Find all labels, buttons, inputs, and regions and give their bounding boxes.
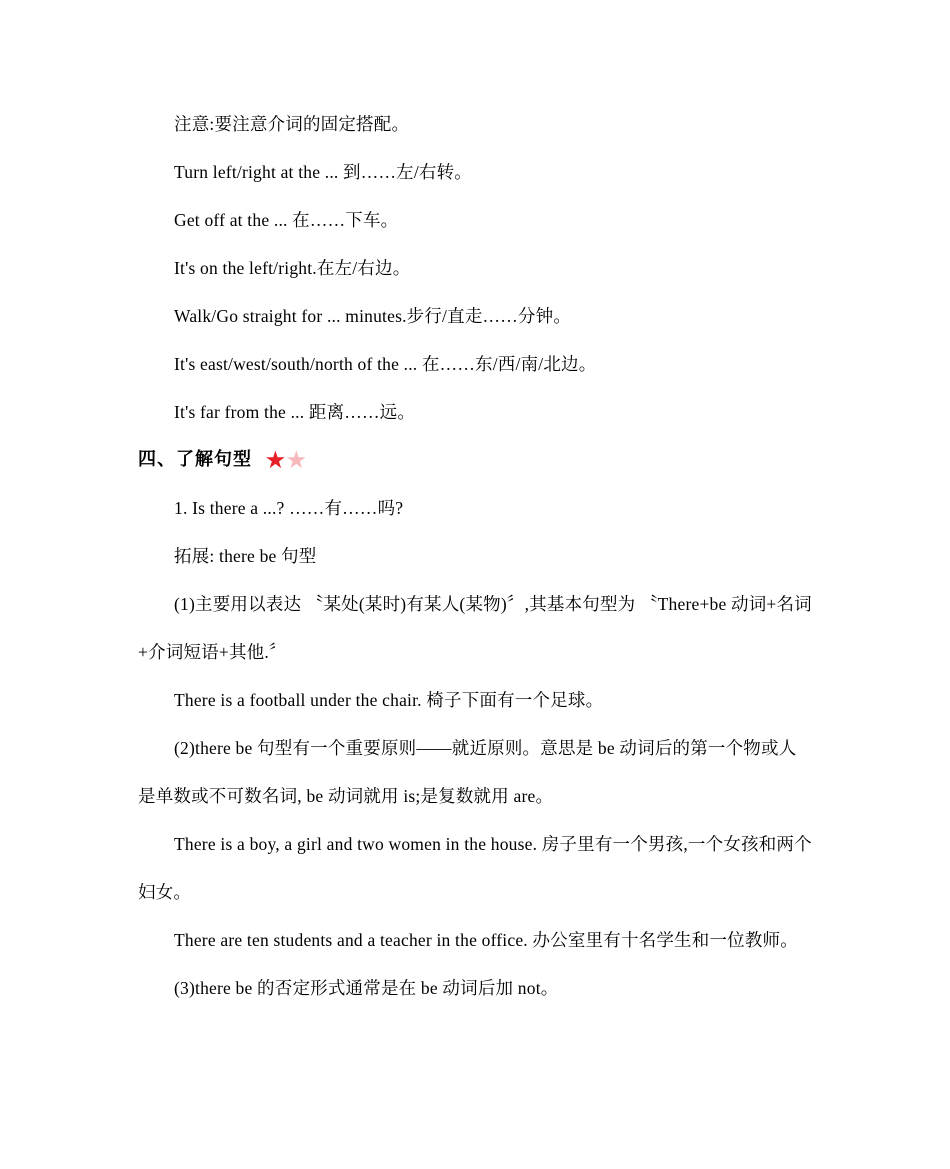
phrase-line-far: It's far from the ... 距离……远。 <box>174 402 416 422</box>
explanation-1: (1)主要用以表达 〝某处(某时)有某人(某物)〞,其基本句型为 〝There+be 动词+名词+介词短语+其他.〞 <box>138 594 812 662</box>
phrase-line-direction: It's east/west/south/north of the ... 在……东/西/南/北边。 <box>174 354 597 374</box>
example-3: There are ten students and a teacher in the office. 办公室里有十名学生和一位教师。 <box>174 930 798 950</box>
phrase-line-getoff: Get off at the ... 在……下车。 <box>174 210 399 230</box>
section-heading-text: 四、了解句型 <box>138 449 252 470</box>
sentence-pattern-1: 1. Is there a ...? ……有……吗? <box>174 498 404 518</box>
difficulty-stars <box>266 450 306 471</box>
star-filled-icon: ★ <box>266 448 285 472</box>
top-margin <box>0 0 950 100</box>
phrase-line-turn: Turn left/right at the ... 到……左/右转。 <box>174 162 473 182</box>
extension-label: 拓展: there be 句型 <box>174 546 317 566</box>
example-2: There is a boy, a girl and two women in the house. 房子里有一个男孩,一个女孩和两个妇女。 <box>138 834 812 902</box>
section-heading <box>0 436 950 484</box>
explanation-3: (3)there be 的否定形式通常是在 be 动词后加 not。 <box>174 978 559 998</box>
phrase-line-onleft: It's on the left/right.在左/右边。 <box>174 258 411 278</box>
star-faded-icon: ★ <box>286 448 306 472</box>
explanation-2: (2)there be 句型有一个重要原则——就近原则。意思是 be 动词后的第一个物或人是单数或不可数名词, be 动词就用 is;是复数就用 are。 <box>138 738 797 806</box>
note-line: 注意:要注意介词的固定搭配。 <box>174 114 410 134</box>
phrase-line-walk: Walk/Go straight for ... minutes.步行/直走……分钟。 <box>174 306 572 326</box>
example-1: There is a football under the chair. 椅子下面有一个足球。 <box>174 690 604 710</box>
